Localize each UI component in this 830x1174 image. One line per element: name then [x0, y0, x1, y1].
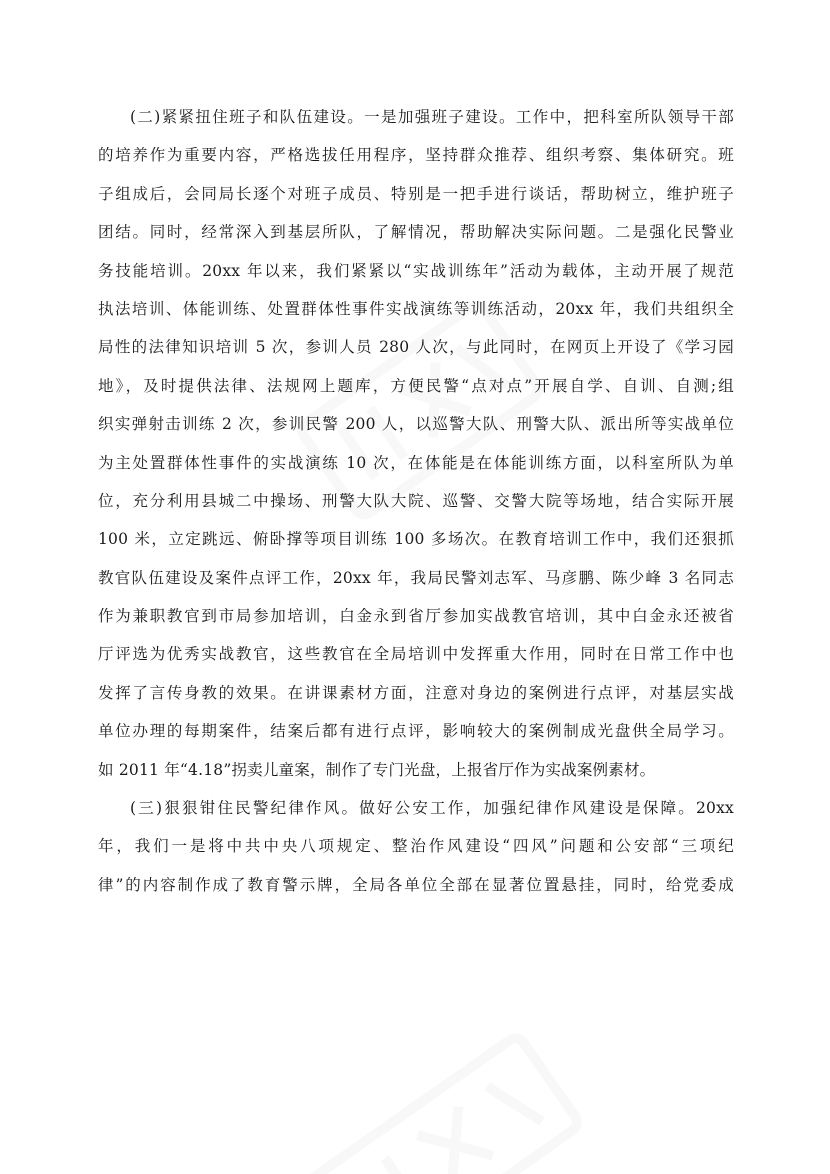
text-line: 教官队伍建设及案件点评工作，20xx 年，我局民警刘志军、马彦鹏、陈少峰 3 名同志 [98, 568, 734, 587]
text-line: 作为兼职教官到市局参加培训，白金永到省厅参加实战教官培训，其中白金永还被省 [98, 607, 734, 626]
text-line: 年，我们一是将中共中央八项规定、整治作风建设“四风”问题和公安部“三项纪 [98, 837, 734, 856]
text-line: 的培养作为重要内容，严格选拔任用程序，坚持群众推荐、组织考察、集体研究。班 [98, 146, 734, 165]
watermark-logo-bottom [250, 1010, 630, 1174]
text-line: 地》，及时提供法律、法规网上题库，方便民警“点对点”开展自学、自训、自测;组 [98, 376, 734, 395]
text-line: 律”的内容制作成了教育警示牌，全局各单位全部在显著位置悬挂，同时，给党委成 [98, 875, 734, 894]
paragraph-team-building [98, 98, 734, 789]
text-line: 团结。同时，经常深入到基层所队，了解情况，帮助解决实际问题。二是强化民警业 [98, 223, 734, 242]
text-line: 厅评选为优秀实战教官，这些教官在全局培训中发挥重大作用，同时在日常工作中也 [98, 645, 734, 664]
text-line: 为主处置群体性事件的实战演练 10 次，在体能是在体能训练方面，以科室所队为单 [98, 453, 734, 472]
text-line: 局性的法律知识培训 5 次，参训人员 280 人次，与此同时，在网页上开设了《学习园 [98, 338, 734, 357]
text-line: 单位办理的每期案件，结案后都有进行点评，影响较大的案例制成光盘供全局学习。 [98, 722, 734, 741]
paragraph-discipline [98, 789, 734, 904]
text-line: 100 米，立定跳远、俯卧撑等项目训练 100 多场次。在教育培训工作中，我们还狠抓 [98, 530, 734, 549]
text-line: 如 2011 年“4.18”拐卖儿童案，制作了专门光盘，上报省厅作为实战案例素材。 [98, 760, 656, 779]
body-text [98, 98, 734, 904]
text-line: (二)紧紧扭住班子和队伍建设。一是加强班子建设。工作中，把科室所队领导干部 [130, 108, 734, 126]
text-line: 子组成后，会同局长逐个对班子成员、特别是一把手进行谈话，帮助树立，维护班子 [98, 184, 734, 203]
text-line: 务技能培训。20xx 年以来，我们紧紧以“实战训练年”活动为载体，主动开展了规范 [98, 261, 734, 280]
text-line: 位，充分利用县城二中操场、刑警大队大院、巡警、交警大院等场地，结合实际开展 [98, 491, 734, 510]
text-line: 织实弹射击训练 2 次，参训民警 200 人，以巡警大队、刑警大队、派出所等实战单位 [98, 415, 734, 434]
text-line: (三)狠狠钳住民警纪律作风。做好公安工作，加强纪律作风建设是保障。20xx [130, 799, 734, 818]
text-line: 执法培训、体能训练、处置群体性事件实战演练等训练活动，20xx 年，我们共组织全 [98, 299, 734, 318]
text-line: 发挥了言传身教的效果。在讲课素材方面，注意对身边的案例进行点评，对基层实战 [98, 683, 734, 702]
